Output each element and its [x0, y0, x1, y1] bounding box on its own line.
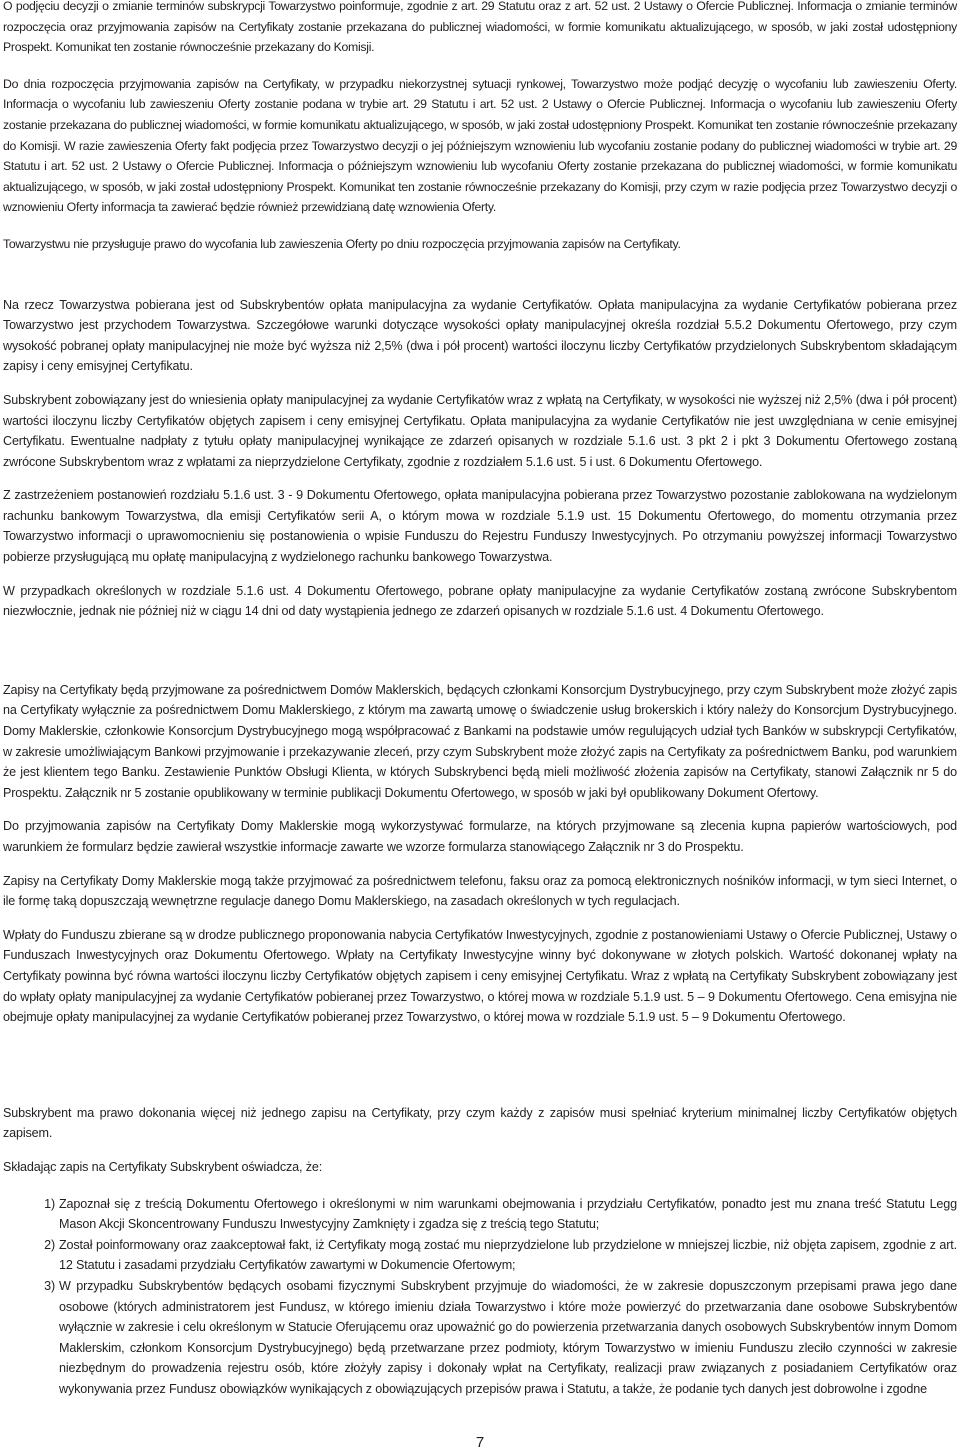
- list-item-text: W przypadku Subskrybentów będących osobami fizycznymi Subskrybent przyjmuje do wiadomości, że w zakresie dopuszczonym przepisami prawa jego dane osobowe (których administratorem jest Fundusz, w którego imieniu działa Towarzystwo i które może powierzyć do przetwarzania dane osobowe Subskrybentów wyłącznie w zakresie i celu określonym w Statucie Oferującemu oraz upoważnić go do powierzenia przetwarzania danych osobowych Subskrybentów innym Domom Maklerskim, członkom Konsorcjum Dystrybucyjnego) będą przetwarzane przez podmioty, którym Towarzystwo w imieniu Funduszu zleciło czynności w zakresie niezbędnym do prowadzenia rejestru osób, które złożyły zapisy i dokonały wpłat na Certyfikaty, realizacji praw związanych z posiadaniem Certyfikatów oraz wykonywania przez Fundusz obowiązków wynikających z obowiązujących przepisów prawa i Statutu, a także, że podanie tych danych jest dobrowolne i zgodne: [59, 1278, 957, 1396]
- paragraph-multiple-subscriptions: Subskrybent ma prawo dokonania więcej niż jednego zapisu na Certyfikaty, przy czym każdy z zapisów musi spełniać kryterium minimalnej liczby Certyfikatów objętych zapisem.: [3, 1105, 957, 1141]
- paragraph-declaration-intro: Składając zapis na Certyfikaty Subskrybent oświadcza, że:: [3, 1159, 323, 1174]
- paragraph-remote-subscriptions: Zapisy na Certyfikaty Domy Maklerskie mogą także przyjmować za pośrednictwem telefonu, faksu oraz za pomocą elektronicznych nośników informacji, w tym sieci Internet, o ile formę taką dopuszczają wewnętrzne regulacje danego Domu Maklerskiego, na zasadach określonych w tych regulacjach.: [3, 873, 957, 909]
- list-item: [3, 1276, 957, 1400]
- list-item: [3, 1235, 957, 1276]
- paragraph-handling-fee-refund: W przypadkach określonych w rozdziale 5.1.6 ust. 4 Dokumentu Ofertowego, pobrane opłaty manipulacyjne za wydanie Certyfikatów zostaną zwrócone Subskrybentom niezwłocznie, jednak nie później niż w ciągu 14 dni od daty wystąpienia jednego ze zdarzeń opisanych w rozdziale 5.1.6 ust. 4 Dokumentu Ofertowego.: [3, 583, 957, 619]
- list-item-number: 2): [44, 1237, 55, 1252]
- paragraph-no-withdrawal-right: Towarzystwu nie przysługuje prawo do wycofania lub zawieszenia Oferty po dniu rozpoczęcia przyjmowania zapisów na Certyfikaty.: [3, 236, 681, 251]
- paragraph-handling-fee-payment: Subskrybent zobowiązany jest do wniesienia opłaty manipulacyjnej za wydanie Certyfikatów wraz z wpłatą na Certyfikaty, w wysokości nie wyższej niż 2,5% (dwa i pół procent) wartości iloczynu liczby Certyfikatów objętych zapisem i ceny emisyjnej Certyfikatu. Opłata manipulacyjna za wydanie Certyfikatów nie jest uwzględniana w cenie emisyjnej Certyfikatu. Ewentualne nadpłaty z tytułu opłaty manipulacyjnej wynikające ze zdarzeń opisanych w rozdziale 5.1.6 ust. 3 pkt 2 i pkt 3 Dokumentu Ofertowego zostaną zwrócone Subskrybentom wraz z wpłatami za nieprzydzielone Certyfikaty, zgodnie z rozdziałem 5.1.6 ust. 5 i ust. 6 Dokumentu Ofertowego.: [3, 392, 957, 469]
- list-item-number: 1): [44, 1196, 55, 1211]
- paragraph-payments: Wpłaty do Funduszu zbierane są w drodze publicznego proponowania nabycia Certyfikatów Inwestycyjnych, zgodnie z postanowieniami Ustawy o Ofercie Publicznej, Ustawy o Funduszach Inwestycyjnych oraz Dokumentu Ofertowego. Wpłaty na Certyfikaty Inwestycyjne winny być dokonywane w złotych polskich. Wartość dokonanej wpłaty na Certyfikaty powinna być równa wartości iloczynu liczby Certyfikatów objętych zapisem i ceny emisyjnej Certyfikatu. Wraz z wpłatą na Certyfikaty Subskrybent zobowiązany jest do wpłaty opłaty manipulacyjnej za wydanie Certyfikatów pobieranej przez Towarzystwo, o której mowa w rozdziale 5.1.9 ust. 5 – 9 Dokumentu Ofertowego. Cena emisyjna nie obejmuje opłaty manipulacyjnej za wydanie Certyfikatów pobieranej przez Towarzystwo, o której mowa w rozdziale 5.1.9 ust. 5 – 9 Dokumentu Ofertowego.: [3, 927, 957, 1025]
- paragraph-subscription-forms: Do przyjmowania zapisów na Certyfikaty Domy Maklerskie mogą wykorzystywać formularze, na których przyjmowane są zlecenia kupna papierów wartościowych, pod warunkiem że formularz będzie zawierał wszystkie informacje zawarte we wzorze formularza stanowiącego Załącznik nr 3 do Prospektu.: [3, 819, 957, 854]
- paragraph-subscription-channels: Zapisy na Certyfikaty będą przyjmowane za pośrednictwem Domów Maklerskich, będących członkami Konsorcjum Dystrybucyjnego, przy czym Subskrybent może złożyć zapis na Certyfikaty wyłącznie za pośrednictwem Domu Maklerskiego, z którym ma zawartą umowę o świadczenie usług brokerskich i który należy do Konsorcjum Dystrybucyjnego. Domy Maklerskie, członkowie Konsorcjum Dystrybucyjnego mogą współpracować z Bankami na podstawie umów regulujących udział tych Banków w subskrypcji Certyfikatów, w zakresie umożliwiającym Bankowi przyjmowanie i przekazywanie zleceń, przy czym Subskrybent może złożyć zapis na Certyfikaty za pośrednictwem Banku, pod warunkiem że jest klientem tego Banku. Zestawienie Punktów Obsługi Klienta, w których Subskrybenci będą mieli możliwość złożenia zapisów na Certyfikaty, stanowi Załącznik nr 5 do Prospektu. Załącznik nr 5 zostanie opublikowany w terminie publikacji Dokumentu Ofertowego, w sposób w jaki był opublikowany Dokument Ofertowy.: [3, 682, 957, 800]
- list-item: [3, 1194, 957, 1235]
- paragraph-offer-withdrawal-suspension: Do dnia rozpoczęcia przyjmowania zapisów na Certyfikaty, w przypadku niekorzystnej sytuacji rynkowej, Towarzystwo może podjąć decyzję o wycofaniu lub zawieszeniu Oferty. Informacja o wycofaniu lub zawieszeniu Oferty zostanie podana w trybie art. 29 Statutu i art. 52 ust. 2 Ustawy o Ofercie Publicznej. Informacja o wycofaniu lub zawieszeniu Oferty zostanie przekazana do publicznej wiadomości, w formie komunikatu aktualizującego, w sposób, w jaki został udostępniony Prospekt. Komunikat ten zostanie równocześnie przekazany do Komisji. W razie zawieszenia Oferty fakt podjęcia przez Towarzystwo decyzji o jej późniejszym wznowieniu lub wycofaniu zostanie podany do publicznej wiadomości w trybie art. 29 Statutu i art. 52 ust. 2 Ustawy o Ofercie Publicznej. Informacja o późniejszym wznowieniu lub wycofaniu Oferty zostanie przekazana do publicznej wiadomości, w formie komunikatu aktualizującego, w sposób, w jaki został udostępniony Prospekt. Komunikat ten zostanie równocześnie przekazany do Komisji, przy czym w razie podjęcia przez Towarzystwo decyzji o wznowieniu Oferty informacja ta zawierać będzie również przewidzianą datę wznowienia Oferty.: [3, 76, 957, 215]
- list-item-number: 3): [44, 1278, 55, 1293]
- paragraph-handling-fee: Na rzecz Towarzystwa pobierana jest od Subskrybentów opłata manipulacyjna za wydanie Certyfikatów. Opłata manipulacyjna za wydanie Certyfikatów pobierana przez Towarzystwo jest przychodem Towarzystwa. Szczegółowe warunki dotyczące wysokości opłaty manipulacyjnej określa rozdział 5.5.2 Dokumentu Ofertowego, przy czym wysokość pobranej opłaty manipulacyjnej nie może być wyższa niż 2,5% (dwa i pół procent) wartości iloczynu liczby Certyfikatów przydzielonych Subskrybentom składającym zapisy i ceny emisyjnej Certyfikatu.: [3, 297, 957, 374]
- list-item-text: Został poinformowany oraz zaakceptował fakt, iż Certyfikaty mogą zostać mu nieprzydzielone lub przydzielone w mniejszej liczbie, niż objęta zapisem, zgodnie z art. 12 Statutu i zasadami przydziału Certyfikatów zawartymi w Dokumencie Ofertowym;: [59, 1237, 957, 1273]
- declarations-list: [3, 1194, 957, 1400]
- page-number: 7: [475, 1434, 485, 1451]
- paragraph-subscription-terms-change: O podjęciu decyzji o zmianie terminów subskrypcji Towarzystwo poinformuje, zgodnie z art. 29 Statutu oraz z art. 52 ust. 2 Ustawy o Ofercie Publicznej. Informacja o zmianie terminów rozpoczęcia oraz przyjmowania zapisów na Certyfikaty zostanie przekazana do publicznej wiadomości, w formie komunikatu aktualizującego, w sposób, w jaki został udostępniony Prospekt. Komunikat ten zostanie równocześnie przekazany do Komisji.: [3, 0, 957, 55]
- paragraph-handling-fee-blocked: Z zastrzeżeniem postanowień rozdziału 5.1.6 ust. 3 - 9 Dokumentu Ofertowego, opłata manipulacyjna pobierana przez Towarzystwo pozostanie zablokowana na wydzielonym rachunku bankowym Towarzystwa, dla emisji Certyfikatów serii A, o którym mowa w rozdziale 5.1.9 ust. 15 Dokumentu Ofertowego, do momentu otrzymania przez Towarzystwo informacji o uprawomocnieniu się postanowienia o wpisie Funduszu do Rejestru Funduszy Inwestycyjnych. Po otrzymaniu powyższej informacji Towarzystwo pobierze przysługującą mu opłatę manipulacyjną z wydzielonego rachunku bankowego Towarzystwa.: [3, 488, 957, 565]
- list-item-text: Zapoznał się z treścią Dokumentu Ofertowego i określonymi w nim warunkami obejmowania i przydziału Certyfikatów, ponadto jest mu znana treść Statutu Legg Mason Akcji Skoncentrowany Funduszu Inwestycyjny Zamknięty i zgadza się z treścią tego Statutu;: [59, 1196, 957, 1232]
